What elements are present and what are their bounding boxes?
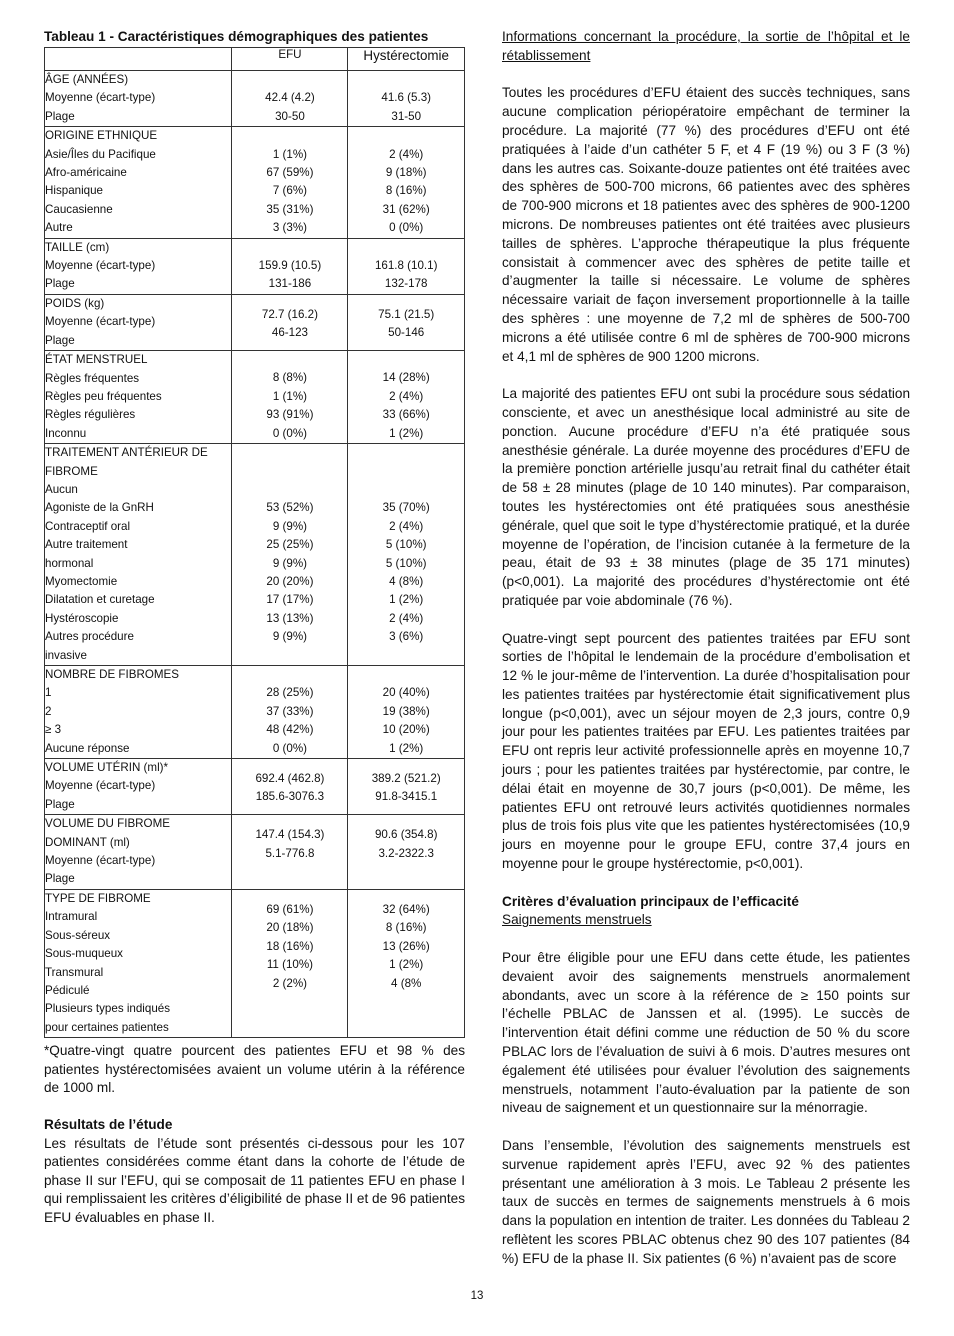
efficacy-title: Critères d’évaluation principaux de l’efficacité (502, 893, 799, 909)
table-row (45, 71, 465, 127)
value-line: 3.2-2322.3 (378, 846, 434, 860)
category-item: Règles peu fréquentes (45, 389, 162, 403)
hysterectomy-value-cell (348, 351, 465, 444)
table-row (45, 294, 465, 350)
value-line: 46-123 (271, 326, 308, 340)
category-item: Moyenne (écart-type) (45, 91, 156, 105)
category-item: Aucun (45, 482, 78, 496)
demographics-table (44, 47, 465, 1038)
value-line: 2 (4%) (389, 147, 424, 161)
value-line: 41.6 (5.3) (381, 91, 432, 105)
value-line: 37 (33%) (266, 704, 314, 718)
paragraph-eligibility: Pour être éligible pour une EFU dans cette étude, les patientes devaient avoir des saignements menstruels anormalement abondants, avec un score à la référence de ≥ 150 points sur l’échelle PBLAC de Janssen et al. (1995). Le succès de l’intervention était défini comme une réduction de 50 % du score PBLAC lors de l’évaluation de suivi à 6 mois. D’autres mesures ont également été utilisées pour évaluer l’évolution des saignements menstruels, notamment l’auto-évaluation par la patiente de son niveau de saignement et un questionnaire sur la ménorragie. (502, 950, 910, 1116)
category-item: Moyenne (écart-type) (45, 315, 156, 329)
category-item: Plusieurs types indiqués (45, 1002, 171, 1016)
value-line (232, 239, 347, 257)
value-line: 72.7 (16.2) (261, 307, 318, 321)
category-item: Plage (45, 109, 75, 123)
value-line: 1 (1%) (272, 147, 308, 161)
category-item: Myomectomie (45, 574, 118, 588)
category-item: invasive (45, 648, 87, 662)
category-heading: ÂGE (ANNÉES) (45, 73, 129, 86)
hysterectomy-value-cell (348, 815, 465, 890)
paragraph-anesthesia: La majorité des patientes EFU ont subi la procédure sous sédation consciente, et avec un anesthésique local administré au site de ponction. Aucune procédure d’EFU n’a été pratiquée sous anesthésie générale. La durée moyenne des procédures d’EFU de la première ponction artérielle jusqu’au retrait final du cathéter était de 58 ± 28 minutes (plage de 10 140 minutes). Par comparaison, toutes les hystérectomies ont été pratiquées sous anesthésie générale, quel que soit le type d’hystérectomie pratiqué, et la durée moyenne de l’opération, de l’incision cutanée à la fermeture de la peau, était de 93 ± 38 minutes (plage de 35 171 minutes) (p<0,001). La majorité des procédures d’hystérectomie ont été pratiquée par voie abdominale (76 %). (502, 386, 910, 608)
header-hysterectomy: Hystérectomie (348, 48, 465, 71)
hysterectomy-value-cell (348, 294, 465, 350)
value-line (232, 71, 347, 89)
value-line (348, 127, 464, 145)
value-line (232, 351, 347, 369)
category-heading: TRAITEMENT ANTÉRIEUR DE (45, 446, 208, 460)
value-line (348, 481, 464, 499)
value-line: 2 (4%) (389, 389, 424, 403)
category-item: Autre traitement (45, 538, 128, 552)
value-line (232, 127, 347, 145)
category-item: Sous-muqueux (45, 947, 123, 961)
value-line: 31 (62%) (382, 202, 430, 216)
efu-value-cell (232, 71, 348, 127)
value-line: 11 (10%) (266, 958, 314, 972)
category-cell (45, 444, 232, 666)
value-line: 1 (2%) (389, 593, 424, 607)
value-line: 0 (0%) (272, 426, 308, 440)
value-line (232, 463, 347, 481)
hysterectomy-value-cell (348, 444, 465, 666)
value-line: 3 (6%) (389, 630, 424, 644)
value-line: 90.6 (354.8) (374, 828, 438, 842)
hysterectomy-value-cell (348, 666, 465, 759)
category-item: Autres procédure (45, 630, 134, 644)
table-row (45, 444, 465, 666)
category-cell (45, 759, 232, 815)
efu-value-cell (232, 815, 348, 890)
value-line: 3 (3%) (272, 221, 308, 235)
category-heading: TYPE DE FIBROME (45, 891, 151, 905)
table-row (45, 127, 465, 238)
category-item: Plage (45, 277, 75, 291)
value-line: 28 (25%) (266, 686, 314, 700)
category-cell (45, 294, 232, 350)
value-line: 2 (4%) (389, 519, 424, 533)
category-item: DOMINANT (ml) (45, 835, 130, 849)
category-item: Hispanique (45, 184, 104, 198)
value-line: 33 (66%) (382, 408, 430, 422)
value-line: 1 (2%) (389, 958, 424, 972)
efu-value-cell (232, 127, 348, 238)
value-line: 13 (13%) (266, 611, 314, 625)
category-heading: NOMBRE DE FIBROMES (45, 668, 179, 681)
value-line: 8 (16%) (385, 184, 427, 198)
category-item: Afro-américaine (45, 166, 127, 180)
value-line: 14 (28%) (382, 371, 430, 385)
category-item: Sous-séreux (45, 928, 111, 942)
efu-value-cell (232, 666, 348, 759)
value-line: 692.4 (462.8) (255, 772, 325, 786)
right-column (502, 28, 910, 1287)
value-line: 8 (8%) (272, 371, 308, 385)
efu-value-cell (232, 351, 348, 444)
value-line: 91.8-3415.1 (375, 790, 438, 804)
value-line: 8 (16%) (385, 921, 427, 935)
category-heading: ORIGINE ETHNIQUE (45, 129, 158, 143)
value-line: 5.1-776.8 (265, 846, 315, 860)
category-item: Hystéroscopie (45, 611, 119, 625)
category-cell (45, 238, 232, 294)
value-line: 9 (18%) (385, 166, 427, 180)
value-line: 185.6-3076.3 (255, 790, 325, 804)
category-item: Asie/Îles du Pacifique (45, 147, 156, 161)
category-item: Intramural (45, 910, 98, 924)
category-item: Règles régulières (45, 408, 136, 422)
table-header-row (45, 48, 465, 71)
category-item: ≥ 3 (45, 723, 62, 737)
value-line: 9 (9%) (272, 519, 308, 533)
value-line: 35 (70%) (382, 501, 430, 515)
header-empty-cell (45, 48, 232, 71)
table-row (45, 238, 465, 294)
category-item: pour certaines patientes (45, 1020, 169, 1034)
left-column (44, 28, 465, 1227)
hysterectomy-value-cell (348, 71, 465, 127)
value-line (232, 481, 347, 499)
value-line: 20 (40%) (382, 686, 430, 700)
value-line: 1 (2%) (389, 741, 424, 755)
value-line: 10 (20%) (382, 723, 430, 737)
value-line: 35 (31%) (266, 202, 314, 216)
category-item: Contraceptif oral (45, 519, 131, 533)
value-line: 9 (9%) (272, 556, 308, 570)
category-item: Aucune réponse (45, 741, 130, 755)
hysterectomy-value-cell (348, 127, 465, 238)
category-item: Plage (45, 333, 75, 347)
category-heading: POIDS (kg) (45, 296, 105, 310)
value-line: 0 (0%) (389, 221, 424, 235)
category-item: Dilatation et curetage (45, 593, 155, 607)
efu-value-cell (232, 889, 348, 1037)
value-line: 69 (61%) (266, 902, 314, 916)
value-line: 9 (9%) (272, 630, 308, 644)
category-item: Agoniste de la GnRH (45, 501, 154, 515)
efficacy-heading-block (502, 893, 910, 931)
value-line (348, 351, 464, 369)
category-item: hormonal (45, 556, 94, 570)
efficacy-subtitle: Saignements menstruels (502, 912, 652, 928)
category-cell (45, 71, 232, 127)
value-line: 4 (8%) (389, 574, 424, 588)
table-row (45, 815, 465, 890)
value-line: 389.2 (521.2) (371, 772, 441, 786)
efu-value-cell (232, 444, 348, 666)
table-title: Tableau 1 - Caractéristiques démographiques des patientes (44, 29, 429, 44)
category-item: Plage (45, 797, 75, 811)
paragraph-discharge: Quatre-vingt sept pourcent des patientes traitées par EFU sont sorties de l’hôpital le lendemain de la procédure d’embolisation et 12 % le jour-même de l’intervention. La durée d’hospitalisation pour les patientes traitées par hystérectomie était significativement plus longue (p<0,001), avec un séjour moyen de 2,3 jours, contre 0,9 jour pour les patientes traitées par EFU. Les patientes traitées par EFU ont repris leur activité professionnelle après en moyenne 10,7 jours ; pour les patientes traitées par hystérectomie, par contre, le délai était en moyenne de 30,7 jours (p<0,001). De même, les patientes EFU ont retrouvé leurs activités quotidiennes normales plus de trois fois plus vite que les patientes hystérectomisées (10,9 jours en moyenne pour le groupe EFU, contre 37,4 jours en moyenne pour le groupe hystérectomie, p<0,001). (502, 630, 910, 872)
value-line: 93 (91%) (266, 408, 314, 422)
table-row (45, 351, 465, 444)
value-line: 132-178 (384, 277, 428, 291)
value-line (232, 647, 347, 665)
value-line: 161.8 (10.1) (374, 259, 438, 273)
value-line: 1 (2%) (389, 426, 424, 440)
hysterectomy-value-cell (348, 238, 465, 294)
table-row (45, 666, 465, 759)
value-line: 20 (18%) (266, 921, 314, 935)
procedure-heading: Informations concernant la procédure, la sortie de l’hôpital et le rétablissement (502, 29, 910, 63)
value-line: 159.9 (10.5) (258, 259, 322, 273)
value-line: 5 (10%) (385, 538, 427, 552)
category-item: Moyenne (écart-type) (45, 854, 156, 868)
value-line: 17 (17%) (266, 593, 314, 607)
value-line: 25 (25%) (266, 538, 314, 552)
value-line (348, 239, 464, 257)
hysterectomy-value-cell (348, 759, 465, 815)
value-line: 32 (64%) (382, 902, 430, 916)
category-item: Inconnu (45, 426, 87, 440)
value-line: 131-186 (268, 277, 312, 291)
page-number: 13 (470, 1290, 484, 1302)
value-line: 30-50 (275, 109, 305, 123)
value-line: 19 (38%) (382, 704, 430, 718)
category-cell (45, 815, 232, 890)
category-cell (45, 666, 232, 759)
paragraph-procedure: Toutes les procédures d’EFU étaient des succès techniques, sans aucune complication périopératoire empêchant de terminer la procédure. La majorité (77 %) des procédures d’EFU ont été pratiquées à l’aide d’un cathéter 5 F, et 4 F (19 %) ou 3 F (3 %) dans les autres cas. Soixante-douze patientes ont été traitées avec des sphères de 500-700 microns, 66 patientes avec des sphères de 700-900 microns et 18 patientes avec des sphères de 900-1200 microns. De nombreuses patientes ont été traitées avec plusieurs tailles de sphères. L’approche thérapeutique la plus fréquente consistait à commencer avec des sphères de petite taille et d’augmenter la taille si nécessaire. Le volume de sphères nécessaire variait de façon inversement proportionnelle à la taille des sphères : une moyenne de 7,2 ml de sphères de 500-700 microns a été utilisée contre 6 ml de sphères de 700-900 microns et 4,1 ml de sphères de 900 1200 microns. (502, 85, 910, 364)
value-line (348, 463, 464, 481)
category-item: Moyenne (écart-type) (45, 779, 156, 793)
value-line: 75.1 (21.5) (378, 307, 435, 321)
value-line: 67 (59%) (266, 166, 314, 180)
efu-value-cell (232, 759, 348, 815)
value-line: 4 (8% (391, 976, 422, 990)
value-line: 31-50 (391, 109, 422, 123)
value-line: 147.4 (154.3) (255, 828, 325, 842)
table-body (45, 71, 465, 1038)
value-line: 13 (26%) (382, 939, 430, 953)
value-line (348, 71, 464, 89)
category-item: 2 (45, 704, 52, 718)
value-line: 48 (42%) (266, 723, 314, 737)
category-heading: VOLUME UTÉRIN (ml)* (45, 761, 169, 775)
value-line: 42.4 (4.2) (265, 91, 315, 105)
paragraph-evolution: Dans l’ensemble, l’évolution des saignements menstruels est survenue rapidement après l’EFU, avec 92 % des patientes présentant une amélioration à 3 mois. Le Tableau 2 présente les taux de succès en termes de saignements menstruels à 6 mois dans la population en intention de traiter. Les données du Tableau 2 reflètent les scores PBLAC obtenus chez 90 des 107 patientes (84 %) EFU de la phase II. Six patientes (6 %) n’avaient pas de score (502, 1138, 910, 1266)
category-item: Règles fréquentes (45, 371, 140, 385)
category-cell (45, 127, 232, 238)
value-line: 53 (52%) (266, 501, 314, 515)
table-footnote: *Quatre-vingt quatre pourcent des patientes EFU et 98 % des patientes hystérectomisées avaient un volume utérin à la référence de 1000 ml. (44, 1043, 465, 1096)
header-efu: EFU (232, 48, 348, 71)
efu-value-cell (232, 238, 348, 294)
value-line: 50-146 (388, 326, 425, 340)
value-line (232, 444, 347, 462)
category-item: Pédiculé (45, 983, 90, 997)
category-item: Plage (45, 872, 75, 886)
hysterectomy-value-cell (348, 889, 465, 1037)
value-line (348, 666, 464, 684)
category-cell (45, 889, 232, 1037)
category-heading: ÉTAT MENSTRUEL (45, 353, 148, 367)
category-item: FIBROME (45, 464, 98, 478)
table-row (45, 889, 465, 1037)
table-row (45, 759, 465, 815)
category-item: Caucasienne (45, 202, 113, 216)
efu-value-cell (232, 294, 348, 350)
value-line: 2 (2%) (272, 976, 308, 990)
results-title: Résultats de l’étude (44, 1116, 173, 1132)
value-line: 5 (10%) (385, 556, 427, 570)
results-paragraph: Les résultats de l’étude sont présentés ci-dessous pour les 107 patientes considérées comme étant dans la cohorte de l’étude de phase II sur l’EFU, qui se composait de 11 patientes EFU en phase I qui remplissaient les critères d’éligibilité de phase II et de 96 patientes EFU évaluables en phase II. (44, 1135, 465, 1225)
value-line: 2 (4%) (389, 611, 424, 625)
category-heading: VOLUME DU FIBROME (45, 817, 170, 831)
category-heading: TAILLE (cm) (45, 240, 110, 254)
value-line (232, 666, 347, 684)
value-line: 7 (6%) (272, 184, 308, 198)
category-item: 1 (45, 686, 52, 700)
category-item: Transmural (45, 965, 104, 979)
value-line (348, 647, 464, 665)
value-line: 1 (1%) (272, 389, 308, 403)
category-item: Moyenne (écart-type) (45, 259, 156, 273)
value-line: 20 (20%) (266, 574, 314, 588)
value-line (348, 444, 464, 462)
value-line: 18 (16%) (266, 939, 314, 953)
category-item: Autre (45, 221, 73, 235)
category-cell (45, 351, 232, 444)
value-line: 0 (0%) (272, 741, 308, 755)
